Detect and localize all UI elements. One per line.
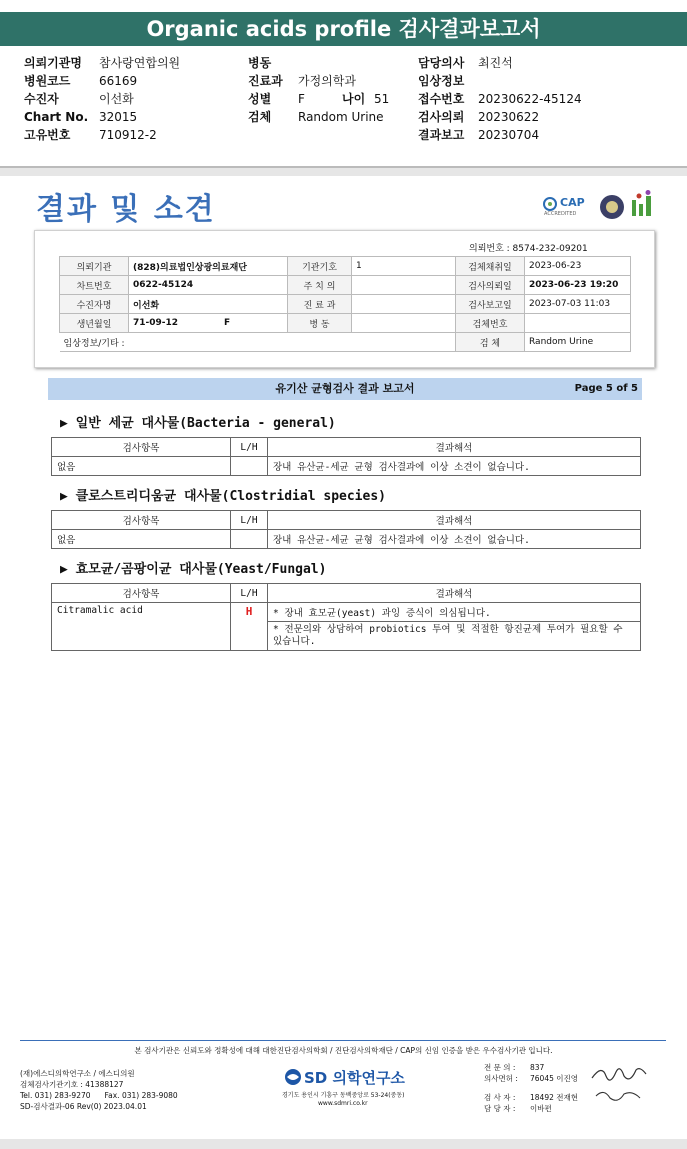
label-chart-no: Chart No. <box>24 110 89 124</box>
ln-logo-dot2-icon <box>646 190 651 195</box>
cell-label: 의뢰기관 <box>60 257 129 276</box>
cell-label: 검사보고일 <box>456 295 525 314</box>
cell-value <box>129 314 288 333</box>
request-number-label: 의뢰번호 : <box>469 244 510 254</box>
table-row <box>60 333 631 352</box>
section-heading-bacteria: ▶ 일반 세균 대사물(Bacteria - general) <box>60 416 336 431</box>
footer-address: 경기도 용인시 기흥구 동백중앙로 53-24(중동) <box>282 1092 405 1099</box>
label-age: 나이 <box>342 92 366 106</box>
signature-image <box>588 1060 650 1108</box>
label-receipt-no: 접수번호 <box>418 92 465 106</box>
lab-info-table <box>59 256 631 352</box>
value-request-date: 20230622 <box>478 110 540 124</box>
cell-label: 수진자명 <box>60 295 129 314</box>
footer-website: www.sdmri.co.kr <box>318 1100 368 1107</box>
cell-value: (828)의료법인상광의료재단 <box>129 257 288 276</box>
section-heading-clostridial: ▶ 클로스트리디움균 대사물(Clostridial species) <box>60 489 386 504</box>
result-item: 없음 <box>52 530 231 549</box>
value-chart-no: 32015 <box>99 110 138 124</box>
table-header-row <box>52 511 641 530</box>
cell-label: 검체채취일 <box>456 257 525 276</box>
result-table-clostridial <box>51 510 641 549</box>
col-lh-header: L/H <box>231 438 268 457</box>
cell-value: 이선화 <box>129 295 288 314</box>
cap-logo-sub: ACCREDITED <box>544 211 577 217</box>
clinical-info-label: 임상정보/기타 : <box>60 333 456 352</box>
label-specimen: 검체 <box>248 110 272 124</box>
cell-label: 검체번호 <box>456 314 525 333</box>
section-title: 결과 및 소견 <box>36 192 216 227</box>
header-col-2 <box>248 54 389 126</box>
brand-icon <box>284 1068 302 1086</box>
result-flag <box>231 457 268 476</box>
col-item-header: 검사항목 <box>52 511 231 530</box>
cell-value: 2023-06-23 19:20 <box>525 276 631 295</box>
col-lh-header: L/H <box>231 584 268 603</box>
footer-code: 검체검사기관기호 : 41388127 <box>20 1080 124 1089</box>
cell-value <box>352 295 456 314</box>
table-header-row <box>52 438 641 457</box>
result-item: Citramalic acid <box>52 603 231 651</box>
cell-value: 0622-45124 <box>129 276 288 295</box>
value-unique-no: 710912-2 <box>99 128 157 142</box>
cell-label: 진 료 과 <box>288 295 352 314</box>
staff-label: 의사면허 : <box>484 1074 518 1083</box>
cell-label: 주 치 의 <box>288 276 352 295</box>
result-item: 없음 <box>52 457 231 476</box>
table-row <box>60 276 631 295</box>
request-number <box>469 241 588 254</box>
label-institution: 의뢰기관명 <box>24 56 82 70</box>
report-title-bar <box>0 12 687 46</box>
section-heading-yeast: ▶ 효모균/곰팡이균 대사물(Yeast/Fungal) <box>60 562 327 577</box>
label-clinical-info: 임상정보 <box>418 74 465 88</box>
cell-label: 검 체 <box>456 333 525 352</box>
lab-info-box <box>34 230 655 368</box>
value-receipt-no: 20230622-45124 <box>478 92 582 106</box>
label-report-date: 결과보고 <box>418 128 465 142</box>
staff-value: 이바편 <box>530 1104 552 1113</box>
header-col-3 <box>418 54 582 144</box>
staff-value: 837 <box>530 1063 545 1072</box>
table-row <box>52 603 641 622</box>
table-row <box>60 314 631 333</box>
result-flag-high: H <box>231 603 268 651</box>
col-interp-header: 결과해석 <box>268 438 641 457</box>
result-interpretation: * 장내 효모균(yeast) 과잉 증식이 의심됩니다. <box>268 603 641 622</box>
label-sex: 성별 <box>248 92 272 106</box>
result-interpretation: 장내 유산균-세균 균형 검사결과에 이상 소견이 없습니다. <box>268 457 641 476</box>
value-institution: 참사랑연합의원 <box>99 56 181 70</box>
footer-left-info <box>20 1068 178 1112</box>
report-subtitle: 유기산 균형검사 결과 보고서 <box>275 382 415 395</box>
col-item-header: 검사항목 <box>52 584 231 603</box>
divider-band <box>0 168 687 176</box>
footer-divider <box>20 1040 666 1041</box>
value-specimen: Random Urine <box>298 110 384 124</box>
logo-set <box>540 190 660 224</box>
cell-label: 검사의뢰일 <box>456 276 525 295</box>
ln-logo-bar1-icon <box>632 200 636 216</box>
page-indicator: Page 5 of 5 <box>574 383 638 394</box>
label-request-date: 검사의뢰 <box>418 110 465 124</box>
cap-logo-text: CAP <box>560 196 585 209</box>
footer-tel: Tel. 031) 283-9270 <box>20 1091 91 1100</box>
birth-date: 71-09-12 <box>133 318 179 328</box>
label-patient: 수진자 <box>24 92 59 106</box>
cell-value <box>352 314 456 333</box>
report-bar <box>48 378 642 400</box>
label-hospital-code: 병원코드 <box>24 74 71 88</box>
cell-label: 병 동 <box>288 314 352 333</box>
value-doctor: 최진석 <box>478 56 513 70</box>
col-item-header: 검사항목 <box>52 438 231 457</box>
request-number-value: 8574-232-09201 <box>512 244 588 254</box>
cell-label: 차트번호 <box>60 276 129 295</box>
footer-org: (재)에스디의학연구소 / 에스디의원 <box>20 1069 135 1078</box>
result-table-bacteria <box>51 437 641 476</box>
label-unique-no: 고유번호 <box>24 128 71 142</box>
ln-logo-bar2-icon <box>639 204 643 216</box>
cell-value: 2023-06-23 <box>525 257 631 276</box>
footer-fax: Fax. 031) 283-9080 <box>104 1091 178 1100</box>
col-interp-header: 결과해석 <box>268 511 641 530</box>
cell-value <box>525 314 631 333</box>
bottom-band <box>0 1139 687 1149</box>
result-interpretation: * 전문의와 상담하여 probiotics 투여 및 적절한 항진균제 투여가 필요할 수 있습니다. <box>268 622 641 651</box>
result-flag <box>231 530 268 549</box>
cap-dot-icon <box>548 202 552 206</box>
table-row <box>60 295 631 314</box>
value-patient: 이선화 <box>99 92 134 106</box>
col-interp-header: 결과해석 <box>268 584 641 603</box>
table-row <box>52 530 641 549</box>
footer-staff <box>484 1062 578 1114</box>
patient-header <box>0 46 687 168</box>
cell-label: 생년월일 <box>60 314 129 333</box>
label-doctor: 담당의사 <box>418 56 465 70</box>
staff-value: 76045 이진영 <box>530 1074 578 1083</box>
label-department: 진료과 <box>248 74 283 88</box>
header-col-1 <box>24 54 180 144</box>
cell-label: 기관기호 <box>288 257 352 276</box>
sex-value: F <box>224 318 231 328</box>
value-age: 51 <box>374 92 390 106</box>
report-title: Organic acids profile 검사결과보고서 <box>146 17 541 41</box>
footer-doc-id: SD-검사결과-06 Rev(0) 2023.04.01 <box>20 1102 147 1111</box>
accreditation-logos <box>540 190 660 224</box>
table-row <box>60 257 631 276</box>
result-interpretation: 장내 유산균-세균 균형 검사결과에 이상 소견이 없습니다. <box>268 530 641 549</box>
brand-name: SD 의학연구소 <box>304 1069 405 1087</box>
cell-value: 1 <box>352 257 456 276</box>
staff-label: 검 사 자 : <box>484 1093 516 1102</box>
cell-value <box>352 276 456 295</box>
staff-value: 18492 전재현 <box>530 1093 578 1102</box>
table-header-row <box>52 584 641 603</box>
staff-label: 담 당 자 : <box>484 1104 516 1113</box>
result-table-yeast <box>51 583 641 651</box>
table-row <box>52 457 641 476</box>
cell-value: 2023-07-03 11:03 <box>525 295 631 314</box>
cell-value: Random Urine <box>525 333 631 352</box>
label-ward: 병동 <box>248 56 272 70</box>
value-hospital-code: 66169 <box>99 74 138 88</box>
col-lh-header: L/H <box>231 511 268 530</box>
value-report-date: 20230704 <box>478 128 540 142</box>
staff-label: 전 문 의 : <box>484 1063 516 1072</box>
ln-logo-dot1-icon <box>637 194 642 199</box>
value-sex: F <box>298 92 305 106</box>
footer-notice: 본 검사기관은 신뢰도와 정확성에 대해 대한진단검사의학회 / 진단검사의학재단 / CAP의 신임 인증을 받은 우수검사기관 입니다. <box>134 1046 553 1055</box>
ln-logo-bar3-icon <box>646 196 651 216</box>
value-department: 가정의학과 <box>298 74 356 88</box>
seal-center-icon <box>606 201 618 213</box>
